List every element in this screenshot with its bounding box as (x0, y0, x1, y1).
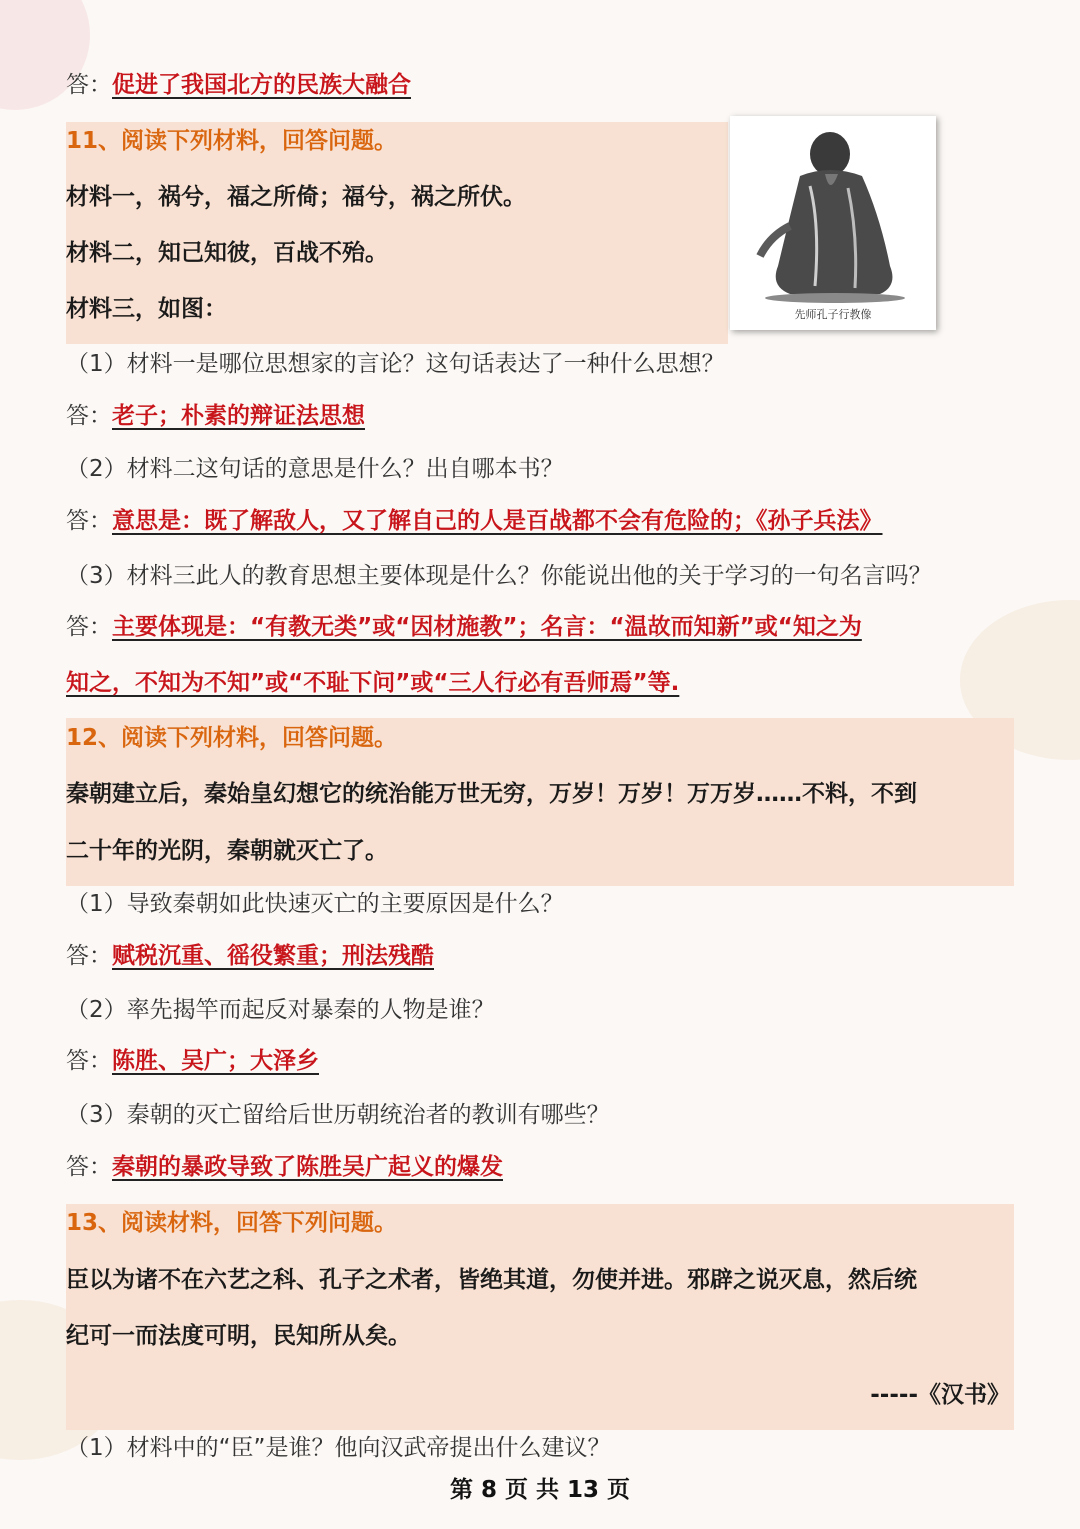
answer-label: 答： (66, 403, 112, 429)
q12-subquestion-2: （2）率先揭竿而起反对暴秦的人物是谁？ (66, 997, 495, 1023)
q11-answer-1: 老子；朴素的辩证法思想 (112, 403, 365, 429)
q11-answer-3-line-2 (66, 667, 679, 699)
q11-answer-3-line (66, 611, 862, 643)
portrait-caption: 先师孔子行教像 (794, 308, 872, 321)
answer-label: 答： (66, 943, 112, 969)
q10-answer-line (66, 69, 411, 101)
q12-answer-2-line (66, 1045, 319, 1077)
answer-label: 答： (66, 72, 112, 98)
page-number: 第 8 页 共 13 页 (449, 1477, 631, 1503)
q13-heading: 13、阅读材料，回答下列问题。 (66, 1210, 398, 1236)
q11-answer-2-line (66, 505, 883, 537)
q10-answer: 促进了我国北方的民族大融合 (112, 72, 411, 98)
q11-subquestion-3: （3）材料三此人的教育思想主要体现是什么？你能说出他的关于学习的一句名言吗？ (66, 563, 932, 589)
answer-label: 答： (66, 508, 112, 534)
q11-material-2: 材料二，知己知彼，百战不殆。 (66, 240, 388, 266)
q11-material-3: 材料三，如图： (66, 296, 227, 322)
q12-material-line-2: 二十年的光阴，秦朝就灭亡了。 (66, 838, 388, 864)
q11-subquestion-2: （2）材料二这句话的意思是什么？出自哪本书？ (66, 456, 564, 482)
q11-material-1: 材料一，祸兮，福之所倚；福兮，祸之所伏。 (66, 184, 526, 210)
q12-answer-1-line (66, 940, 434, 972)
q12-answer-1: 赋税沉重、徭役繁重；刑法残酷 (112, 943, 434, 969)
confucius-portrait-image (730, 116, 936, 330)
q12-answer-3-line (66, 1151, 503, 1183)
q11-answer-1-line (66, 400, 365, 432)
q12-subquestion-3: （3）秦朝的灭亡留给后世历朝统治者的教训有哪些？ (66, 1102, 610, 1128)
q12-answer-2: 陈胜、吴广；大泽乡 (112, 1048, 319, 1074)
q11-answer-3b: 知之，不知为不知”或“不耻下问”或“三人行必有吾师焉”等. (66, 670, 680, 696)
answer-label: 答： (66, 1154, 112, 1180)
q13-source: -----《汉书》 (870, 1382, 1010, 1408)
q13-material-line-1: 臣以为诸不在六艺之科、孔子之术者，皆绝其道，勿使并进。邪辟之说灭息，然后统 (66, 1267, 917, 1293)
q13-material-line-2: 纪可一而法度可明，民知所从矣。 (66, 1323, 411, 1349)
q11-answer-3a: 主要体现是：“有教无类”或“因材施教”；名言：“温故而知新”或“知之为 (112, 614, 862, 640)
q12-material-line-1: 秦朝建立后，秦始皇幻想它的统治能万世无穷，万岁！万岁！万万岁……不料，不到 (66, 781, 917, 807)
confucius-figure-icon (730, 116, 936, 306)
answer-label: 答： (66, 614, 112, 640)
q12-subquestion-1: （1）导致秦朝如此快速灭亡的主要原因是什么？ (66, 891, 564, 917)
q11-heading: 11、阅读下列材料，回答问题。 (66, 128, 398, 154)
q12-heading: 12、阅读下列材料，回答问题。 (66, 725, 398, 751)
answer-label: 答： (66, 1048, 112, 1074)
q11-answer-2: 意思是：既了解敌人，又了解自己的人是百战都不会有危险的；《孙子兵法》 (112, 508, 883, 534)
q11-subquestion-1: （1）材料一是哪位思想家的言论？这句话表达了一种什么思想？ (66, 351, 725, 377)
q13-subquestion-1: （1）材料中的“臣”是谁？他向汉武帝提出什么建议？ (66, 1435, 611, 1461)
q12-answer-3: 秦朝的暴政导致了陈胜吴广起义的爆发 (112, 1154, 503, 1180)
